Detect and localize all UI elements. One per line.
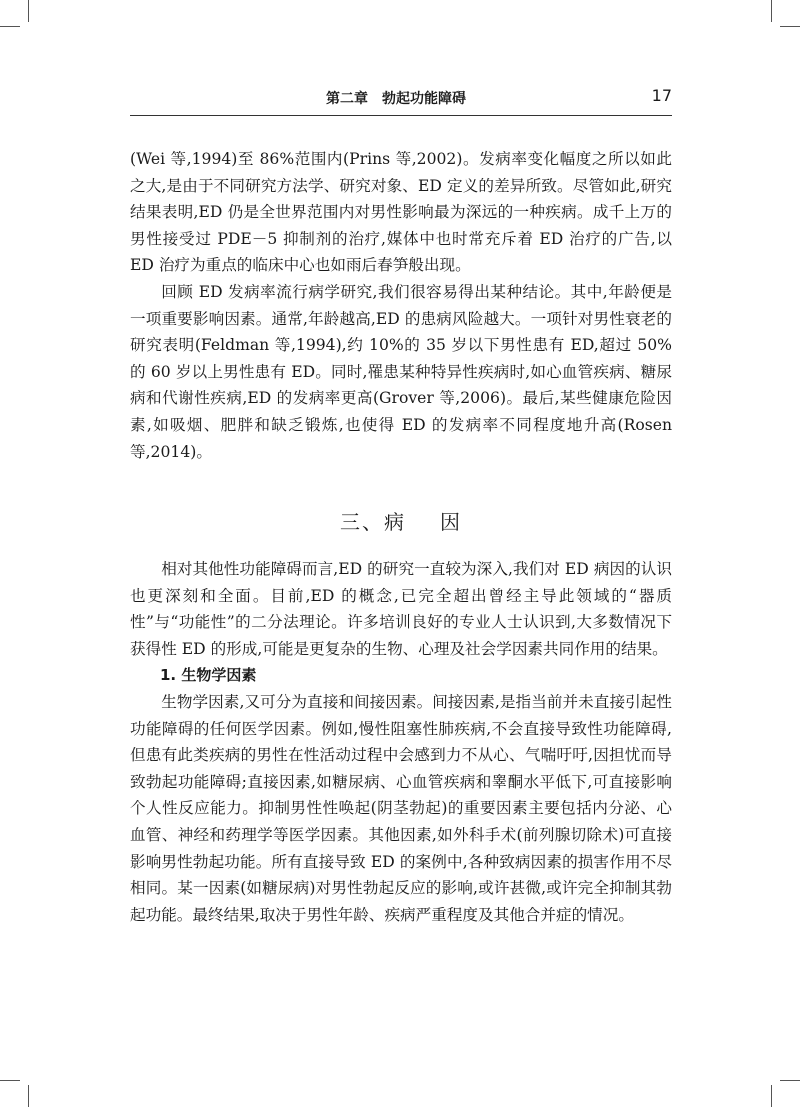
- crop-mark: [0, 26, 20, 27]
- paragraph: 相对其他性功能障碍而言,ED 的研究一直较为深入,我们对 ED 病因的认识也更深刻和全面。目前,ED 的概念,已完全超出曾经主导此领域的“器质性”与“功能性”的二分法理论。许多培训良好的专业人士认识到,大多数情况下获得性 ED 的形成,可能是更复杂的生物、心理及社会学因素共同作用的结果。: [130, 560, 672, 658]
- running-header: [130, 88, 672, 110]
- section-number: 三、病: [340, 510, 406, 534]
- paragraph: 生物学因素,又可分为直接和间接因素。间接因素,是指当前并未直接引起性功能障碍的任何医学因素。例如,慢性阻塞性肺疾病,不会直接导致性功能障碍,但患有此类疾病的男性在性活动过程中会感到力不从心、气喘吁吁,因担忧而导致勃起功能障碍;直接因素,如糖尿病、心血管疾病和睾酮水平低下,可直接影响个人性反应能力。抑制男性性唤起(阴茎勃起)的重要因素主要包括内分泌、心血管、神经和药理学等医学因素。其他因素,如外科手术(前列腺切除术)可直接影响男性勃起功能。所有直接导致 ED 的案例中,各种致病因素的损害作用不尽相同。某一因素(如糖尿病)对男性勃起反应的影响,或许甚微,或许完全抑制其勃起功能。最终结果,取决于男性年龄、疾病严重程度及其他合并症的情况。: [130, 692, 672, 924]
- page-number: 17: [651, 86, 672, 105]
- chapter-title: 第二章 勃起功能障碍: [326, 91, 466, 107]
- crop-mark: [780, 1080, 800, 1081]
- section-heading: [130, 506, 672, 535]
- crop-mark: [28, 0, 29, 22]
- paragraph: (Wei 等,1994)至 86%范围内(Prins 等,2002)。发病率变化幅度之所以如此之大,是由于不同研究方法学、研究对象、ED 定义的差异所致。尽管如此,研究结果表明,ED 仍是全世界范围内对男性影响最为深远的一种疾病。成千上万的男性接受过 PDE－5 抑制剂的治疗,媒体中也时常充斥着 ED 治疗的广告,以 ED 治疗为重点的临床中心也如雨后春笋般出现。: [130, 150, 672, 275]
- paragraph: 回顾 ED 发病率流行病学研究,我们很容易得出某种结论。其中,年龄便是一项重要影响因素。通常,年龄越高,ED 的患病风险越大。一项针对男性衰老的研究表明(Feldman 等,1994),约 10%的 35 岁以下男性患有 ED,超过 50%的 60 岁以上男性患有 ED。同时,罹患某种特异性疾病时,如心血管疾病、糖尿病和代谢性疾病,ED 的发病率更高(Grover 等,2006)。最后,某些健康危险因素,如吸烟、肥胖和缺乏锻炼,也使得 ED 的发病率不同程度地升高(Rosen 等,2014)。: [130, 282, 672, 461]
- body-top: [130, 146, 672, 465]
- crop-mark: [0, 1080, 20, 1081]
- header-rule: [130, 115, 672, 116]
- crop-mark: [780, 26, 800, 27]
- crop-mark: [771, 1085, 772, 1107]
- crop-mark: [28, 1085, 29, 1107]
- body-bottom: [130, 556, 672, 928]
- crop-mark: [771, 0, 772, 22]
- subheading: 1. 生物学因素: [160, 666, 257, 685]
- section-title: 因: [440, 510, 462, 534]
